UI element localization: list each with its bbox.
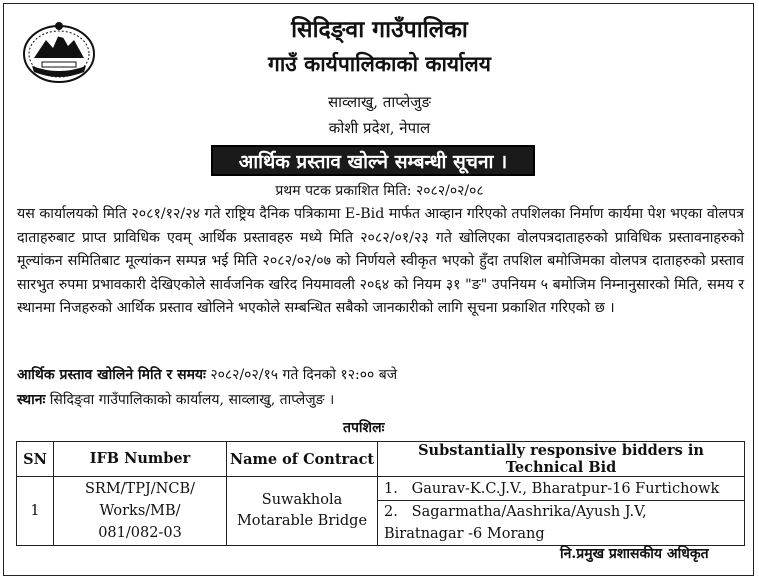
table-row <box>17 477 745 501</box>
table-heading: तपशिलः <box>343 420 385 436</box>
bidder-item <box>378 477 745 501</box>
opening-date-line <box>17 365 397 384</box>
address-line-2: कोशी प्रदेश, नेपाल <box>328 119 431 137</box>
cell-sn: 1 <box>17 477 54 546</box>
column-header-sn: SN <box>17 442 54 477</box>
contract-line: Suwakhola <box>261 492 343 508</box>
signature-designation: नि.प्रमुख प्रशासकीय अधिकृत <box>560 546 709 562</box>
cell-contract-name <box>227 477 378 546</box>
bidder-address: Biratnagar -6 Morang <box>384 526 545 542</box>
column-header-bidders: Substantially responsive bidders in Technical Bid <box>378 442 745 477</box>
column-header-contract-name: Name of Contract <box>227 442 378 477</box>
address-line-1: साव्लाखु, ताप्लेजुङ <box>327 93 431 111</box>
opening-date-value: २०८२/०२/१५ गते दिनको १२:०० बजे <box>205 367 398 383</box>
notice-body-paragraph: यस कार्यालयको मिति २०८१/१२/२४ गते राष्ट्रिय दैनिक पत्रिकामा E-Bid मार्फत आव्हान गरिएको तपशिलका निर्माण कार्यमा पेश भएका वोलपत्र दाताहरुबाट प्राप्त प्राविधिक एवम् आर्थिक प्रस्तावहरु मध्ये मिति २०८२/०१/२३ गते खोलिएका वोलपत्रदाताहरुको प्राविधिक प्रस्तावनाहरुको मूल्यांकन समितिबाट मूल्यांकन सम्पन्न भई मिति २०८२/०२/०७ को निर्णयले स्वीकृत भएको हुँदा तपशिल बमोजिमका वोलपत्र दाताहरुको प्रस्ताव सारभुत रुपमा प्रभावकारी देखिएकोले सार्वजनिक खरिद नियमावली २०६४ को नियम ३१ "ङ" उपनियम ५ बमोजिम निम्नानुसारको मिति, समय र स्थानमा निजहरुको आर्थिक प्रस्ताव खोलिने भएकोले सम्बन्धित सबैको जानकारीको लागि सूचना प्रकाशित गरिएको छ । <box>17 206 744 316</box>
ifb-line: 081/082-03 <box>98 525 182 541</box>
ifb-line: SRM/TPJ/NCB/ <box>84 481 196 497</box>
table-header-row <box>17 442 745 477</box>
municipality-name: सिदिङ्वा गाउँपालिका <box>291 16 468 43</box>
location-line <box>17 390 334 409</box>
office-name: गाउँ कार्यपालिकाको कार्यालय <box>268 51 491 76</box>
cell-ifb-number <box>54 477 227 546</box>
location-label: स्थानः <box>17 392 46 408</box>
bidder-number: 1. <box>384 480 398 497</box>
bidders-table <box>16 441 745 546</box>
contract-line: Motarable Bridge <box>236 513 368 529</box>
bidder-name: Sagarmatha/Aashrika/Ayush J.V, <box>411 504 647 520</box>
notice-title-banner: आर्थिक प्रस्ताव खोल्ने सम्बन्धी सूचना । <box>211 145 535 176</box>
publication-date: प्रथम पटक प्रकाशित मिति: २०८२/०२/०८ <box>275 183 484 199</box>
column-header-ifb-number: IFB Number <box>54 442 227 477</box>
bidder-number: 2. <box>384 504 398 520</box>
ifb-line: Works/MB/ <box>99 503 181 519</box>
location-value: सिदिङ्वा गाउँपालिकाको कार्यालय, साव्लाखु, ताप्लेजुङ । <box>45 392 335 408</box>
opening-date-label: आर्थिक प्रस्ताव खोलिने मिति र समयः <box>17 367 206 383</box>
bidder-item <box>378 501 745 546</box>
bidder-name: Gaurav-K.C.J.V., Bharatpur-16 Furtichowk <box>411 480 720 497</box>
